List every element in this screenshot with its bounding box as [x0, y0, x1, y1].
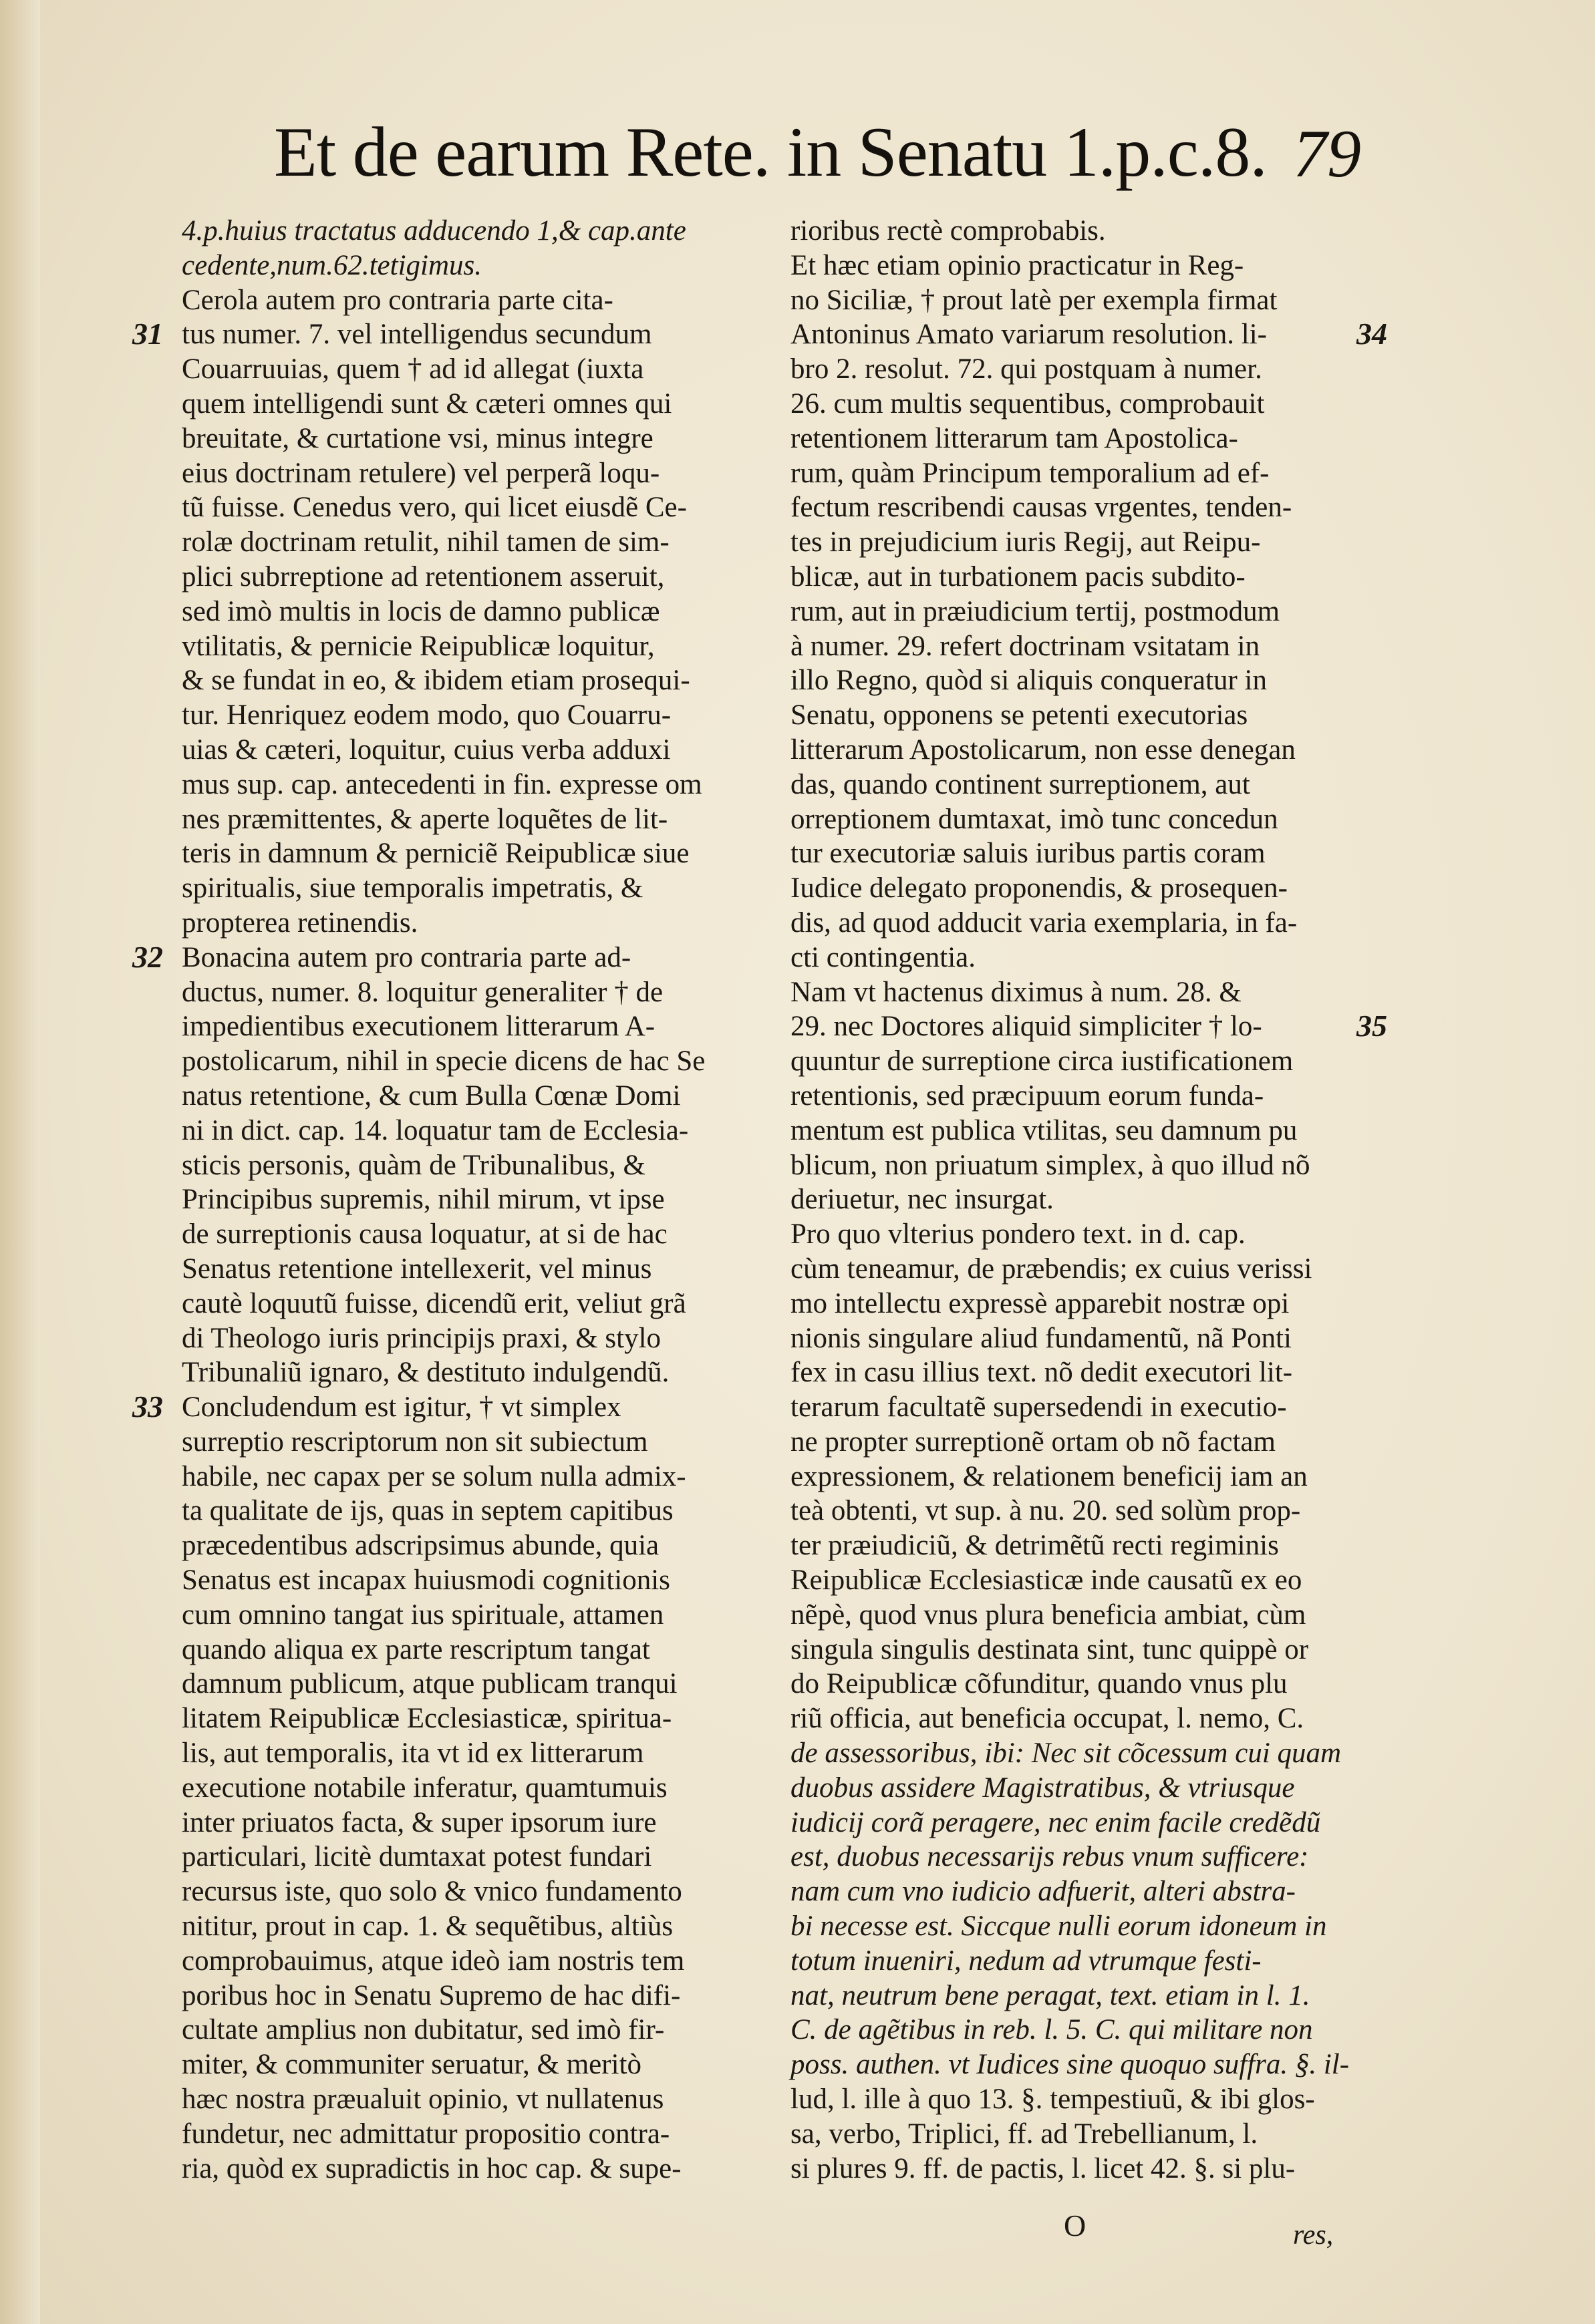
text-line: illo Regno, quòd si aliquis conqueratur in — [790, 665, 1267, 697]
text-line: de surreptionis causa loquatur, at si de hac — [182, 1218, 668, 1251]
text-line: fex in casu illius text. nõ dedit executori lit- — [790, 1357, 1293, 1389]
text-line: cedente,num.62.tetigimus. — [182, 249, 482, 281]
margin-number: 35 — [1356, 1009, 1387, 1043]
text-line: ductus, numer. 8. loquitur generaliter † de — [182, 976, 664, 1008]
text-line: bro 2. resolut. 72. qui postquam à numer. — [790, 353, 1262, 385]
text-line: fundetur, nec admittatur propositio contra- — [182, 2118, 670, 2150]
text-line: cultate amplius non dubitatur, sed imò fir- — [182, 2014, 665, 2046]
catchword: res, — [1293, 2220, 1334, 2251]
text-line: C. de agẽtibus in reb. l. 5. C. qui militare non — [790, 2014, 1313, 2046]
text-line: no Siciliæ, † prout latè per exempla firmat — [790, 284, 1278, 316]
text-line: Senatus est incapax huiusmodi cognitionis — [182, 1564, 670, 1597]
text-line: Pro quo vlterius pondero text. in d. cap. — [790, 1218, 1246, 1251]
text-line: mentum est publica vtilitas, seu damnum pu — [790, 1114, 1298, 1146]
text-line: Antoninus Amato variarum resolution. li- — [790, 319, 1267, 351]
text-line: retentionis, sed præcipuum eorum funda- — [790, 1080, 1264, 1112]
text-line: eius doctrinam retulere) vel perperã loqu- — [182, 457, 660, 489]
text-line: tes in prejudicium iuris Regij, aut Reipu- — [790, 526, 1261, 558]
text-line: blicæ, aut in turbationem pacis subdito- — [790, 560, 1246, 593]
text-line: nat, neutrum bene peragat, text. etiam in l. 1. — [790, 1979, 1310, 2011]
text-line: mus sup. cap. antecedenti in fin. expresse om — [182, 768, 702, 800]
text-line: ni in dict. cap. 14. loquatur tam de Ecclesia- — [182, 1114, 689, 1146]
text-line: orreptionem dumtaxat, imò tunc concedun — [790, 803, 1278, 835]
right-text-column — [790, 214, 1379, 2186]
left-text-column — [182, 214, 750, 2186]
text-line: natus retentione, & cum Bulla Cœnæ Domi — [182, 1080, 681, 1112]
text-line: à numer. 29. refert doctrinam vsitatam in — [790, 630, 1260, 662]
signature-mark: O — [1064, 2208, 1086, 2243]
text-line: 4.p.huius tractatus adducendo 1,& cap.ante — [182, 215, 686, 246]
margin-number: 31 — [132, 317, 163, 351]
text-line: nam cum vno iudicio adfuerit, alteri abstra- — [790, 1876, 1296, 1908]
text-line: Bonacina autem pro contraria parte ad- — [182, 941, 631, 973]
text-line: blicum, non priuatum simplex, à quo illud nõ — [790, 1149, 1310, 1181]
folio-number: 79 — [1293, 116, 1361, 192]
text-line: impedientibus executionem litterarum A- — [182, 1011, 656, 1043]
text-line: sa, verbo, Triplici, ff. ad Trebellianum, l. — [790, 2118, 1258, 2150]
text-line: hæc nostra præualuit opinio, vt nullatenus — [182, 2084, 664, 2116]
text-line: rioribus rectè comprobabis. — [790, 215, 1106, 246]
text-line: sticis personis, quàm de Tribunalibus, & — [182, 1149, 645, 1181]
text-line: particulari, licitè dumtaxat potest fundari — [182, 1841, 652, 1873]
text-line: nionis singulare aliud fundamentũ, nã Ponti — [790, 1322, 1292, 1354]
running-head: Et de earum Rete. in Senatu 1.p.c.8. — [274, 113, 1267, 191]
text-line: plici subrreptione ad retentionem asseruit, — [182, 560, 665, 593]
text-line: cti contingentia. — [790, 941, 976, 973]
text-line: de assessoribus, ibi: Nec sit cõcessum cui quam — [790, 1737, 1342, 1770]
text-line: dis, ad quod adducit varia exemplaria, in fa- — [790, 906, 1298, 939]
text-line: Senatu, opponens se petenti executorias — [790, 699, 1248, 731]
text-line: spiritualis, siue temporalis impetratis, & — [182, 872, 643, 904]
text-line: damnum publicum, atque publicam tranqui — [182, 1668, 678, 1700]
text-line: recursus iste, quo solo & vnico fundamento — [182, 1876, 682, 1908]
text-line: quuntur de surreptione circa iustificationem — [790, 1045, 1294, 1077]
text-line: & se fundat in eo, & ibidem etiam prosequi- — [182, 665, 690, 697]
text-line: iudicij corã peragere, nec enim facile credẽdũ — [790, 1806, 1321, 1838]
text-line: miter, & communiter seruatur, & meritò — [182, 2049, 641, 2081]
text-line: lud, l. ille à quo 13. §. tempestiuũ, & ibi glos- — [790, 2084, 1315, 2116]
margin-number: 34 — [1356, 317, 1387, 351]
text-line: habile, nec capax per se solum nulla admix- — [182, 1460, 686, 1492]
text-line: comprobauimus, atque ideò iam nostris tem — [182, 1945, 685, 1977]
text-line: cum omnino tangat ius spirituale, attamen — [182, 1599, 664, 1631]
text-line: Couarruuias, quem † ad id allegat (iuxta — [182, 353, 644, 385]
text-line: propterea retinendis. — [182, 906, 418, 939]
text-line: quando aliqua ex parte rescriptum tangat — [182, 1633, 650, 1665]
text-line: teris in damnum & perniciẽ Reipublicæ siue — [182, 838, 690, 870]
text-line: fectum rescribendi causas vrgentes, tenden- — [790, 492, 1292, 524]
text-line: Principibus supremis, nihil mirum, vt ipse — [182, 1184, 665, 1216]
text-line: Cerola autem pro contraria parte cita- — [182, 284, 613, 316]
text-line: retentionem litterarum tam Apostolica- — [790, 422, 1238, 454]
text-line: bi necesse est. Siccque nulli eorum idoneum in — [790, 1911, 1327, 1943]
margin-number: 32 — [132, 939, 163, 974]
text-line: das, quando continent surreptionem, aut — [790, 768, 1250, 800]
text-line: deriuetur, nec insurgat. — [790, 1184, 1054, 1216]
text-line: terarum facultatẽ supersedendi in executio- — [790, 1391, 1287, 1424]
text-line: riũ officia, aut beneficia occupat, l. nemo, C. — [790, 1703, 1304, 1735]
text-line: Tribunaliũ ignaro, & destituto indulgendũ. — [182, 1357, 670, 1389]
text-line: litterarum Apostolicarum, non esse denegan — [790, 733, 1296, 766]
text-line: cùm teneamur, de præbendis; ex cuius verissi — [790, 1253, 1312, 1285]
text-line: tur. Henriquez eodem modo, quo Couarru- — [182, 699, 672, 731]
text-line: rolæ doctrinam retulit, nihil tamen de sim- — [182, 526, 670, 558]
text-line: ta qualitate de ijs, quas in septem capitibus — [182, 1495, 674, 1527]
text-line: si plures 9. ff. de pactis, l. licet 42. §. si plu- — [790, 2152, 1296, 2184]
text-line: tus numer. 7. vel intelligendus secundum — [182, 319, 652, 351]
text-line: cautè loquutũ fuisse, dicendũ erit, veliut grã — [182, 1287, 686, 1319]
text-line: inter priuatos facta, & super ipsorum iure — [182, 1806, 657, 1838]
text-line: Concludendum est igitur, † vt simplex — [182, 1391, 621, 1424]
text-line: Nam vt hactenus diximus à num. 28. & — [790, 976, 1242, 1008]
margin-number: 33 — [132, 1389, 163, 1424]
text-line: nes præmittentes, & aperte loquẽtes de lit- — [182, 803, 668, 835]
text-line: totum inueniri, nedum ad vtrumque festi- — [790, 1945, 1262, 1977]
text-line: executione notabile inferatur, quamtumuis — [182, 1772, 668, 1804]
text-line: lis, aut temporalis, ita vt id ex litterarum — [182, 1737, 644, 1770]
text-line: do Reipublicæ cõfunditur, quando vnus plu — [790, 1668, 1288, 1700]
text-line: sed imò multis in locis de damno publicæ — [182, 595, 660, 627]
text-line: Senatus retentione intellexerit, vel minus — [182, 1253, 652, 1285]
text-line: breuitate, & curtatione vsi, minus integre — [182, 422, 654, 454]
text-line: rum, aut in præiudicium tertij, postmodum — [790, 595, 1280, 627]
text-line: poss. authen. vt Iudices sine quoquo suffra. §. il- — [790, 2049, 1350, 2081]
text-line: nẽpè, quod vnus plura beneficia ambiat, cùm — [790, 1599, 1306, 1631]
text-line: 26. cum multis sequentibus, comprobauit — [790, 387, 1265, 420]
text-line: poribus hoc in Senatu Supremo de hac difi- — [182, 1979, 681, 2011]
text-line: ter præiudiciũ, & detrimẽtũ recti regiminis — [790, 1530, 1279, 1562]
text-line: 29. nec Doctores aliquid simpliciter † lo- — [790, 1011, 1262, 1043]
text-line: rum, quàm Principum temporalium ad ef- — [790, 457, 1270, 489]
text-line: surreptio rescriptorum non sit subiectum — [182, 1426, 648, 1458]
text-line: quem intelligendi sunt & cæteri omnes qui — [182, 387, 672, 420]
text-line: di Theologo iuris principijs praxi, & stylo — [182, 1322, 662, 1354]
text-line: Et hæc etiam opinio practicatur in Reg- — [790, 249, 1244, 281]
text-line: expressionem, & relationem beneficij iam an — [790, 1460, 1308, 1492]
text-line: nititur, prout in cap. 1. & sequẽtibus, altiùs — [182, 1911, 674, 1943]
page-gutter-shadow — [0, 0, 40, 2324]
text-line: est, duobus necessarijs rebus vnum sufficere: — [790, 1841, 1309, 1873]
text-line: duobus assidere Magistratibus, & vtriusque — [790, 1772, 1295, 1804]
text-line: Iudice delegato proponendis, & prosequen- — [790, 872, 1288, 904]
text-line: uias & cæteri, loquitur, cuius verba adduxi — [182, 733, 671, 766]
text-line: postolicarum, nihil in specie dicens de hac Se — [182, 1045, 706, 1077]
text-line: tũ fuisse. Cenedus vero, qui licet eiusdẽ Ce- — [182, 492, 687, 524]
text-line: tur executoriæ saluis iuribus partis coram — [790, 838, 1266, 870]
text-line: singula singulis destinata sint, tunc quippè or — [790, 1633, 1309, 1665]
text-line: ne propter surreptionẽ ortam ob nõ factam — [790, 1426, 1276, 1458]
text-line: teà obtenti, vt sup. à nu. 20. sed solùm prop- — [790, 1495, 1301, 1527]
text-line: ria, quòd ex supradictis in hoc cap. & supe- — [182, 2152, 682, 2184]
text-line: litatem Reipublicæ Ecclesiasticæ, spiritua- — [182, 1703, 672, 1735]
text-line: Reipublicæ Ecclesiasticæ inde causatũ ex eo — [790, 1564, 1302, 1597]
text-line: mo intellectu expressè apparebit nostræ opi — [790, 1287, 1290, 1319]
text-line: vtilitatis, & pernicie Reipublicæ loquitur, — [182, 630, 655, 662]
text-line: præcedentibus adscripsimus abunde, quia — [182, 1530, 660, 1562]
